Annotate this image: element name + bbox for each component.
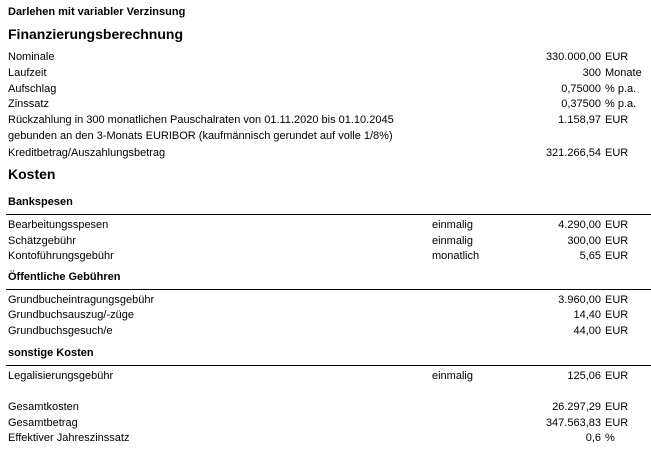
row-value-legalisierungsgebuehr: 125,06 [567, 370, 601, 382]
row-freq-schaetzgebuehr: einmalig [432, 235, 473, 247]
row-label-rueckzahlung: Rückzahlung in 300 monatlichen Pauschalraten von 01.11.2020 bis 01.10.2045 [8, 114, 394, 126]
row-label-grundbuchsgesuch: Grundbuchsgesuch/e [8, 325, 113, 337]
row-value-zinssatz: 0,37500 [561, 98, 601, 110]
row-unit-bearbeitungsspesen: EUR [605, 219, 629, 231]
row-value-effektiver-jahreszinssatz: 0,6 [585, 432, 601, 444]
row-unit-aufschlag: % p.a. [605, 83, 637, 95]
row-value-schaetzgebuehr: 300,00 [567, 235, 601, 247]
row-value-gesamtkosten: 26.297,29 [552, 401, 601, 413]
row-unit-kontofuehrungsgebuehr: EUR [605, 250, 629, 262]
subsection-heading-oeffentliche-gebuehren: Öffentliche Gebühren [8, 271, 121, 283]
row-freq-legalisierungsgebuehr: einmalig [432, 370, 473, 382]
row-label-gesamtkosten: Gesamtkosten [8, 401, 79, 413]
row-label-laufzeit: Laufzeit [8, 67, 47, 79]
row-value-grundbuchsgesuch: 44,00 [573, 325, 601, 337]
row-value-rueckzahlung: 1.158,97 [558, 114, 601, 126]
row-label-kontofuehrungsgebuehr: Kontoführungsgebühr [8, 250, 114, 262]
row-label-gesamtbetrag: Gesamtbetrag [8, 417, 78, 429]
row-label-euribor: gebunden an den 3-Monats EURIBOR (kaufmännisch gerundet auf volle 1/8%) [8, 130, 393, 142]
row-label-zinssatz: Zinssatz [8, 98, 49, 110]
row-value-aufschlag: 0,75000 [561, 83, 601, 95]
divider-sonstige-kosten [6, 365, 651, 366]
row-value-bearbeitungsspesen: 4.290,00 [558, 219, 601, 231]
divider-bankspesen [6, 214, 651, 215]
row-unit-grundbuchsgesuch: EUR [605, 325, 629, 337]
row-label-kreditbetrag: Kreditbetrag/Auszahlungsbetrag [8, 147, 166, 159]
row-value-gesamtbetrag: 347.563,83 [545, 417, 601, 429]
row-unit-gesamtbetrag: EUR [605, 417, 629, 429]
row-unit-nominale: EUR [605, 51, 629, 63]
row-label-nominale: Nominale [8, 51, 55, 63]
row-value-kreditbetrag: 321.266,54 [545, 147, 601, 159]
section-heading-kosten: Kosten [8, 166, 56, 182]
row-unit-rueckzahlung: EUR [605, 114, 629, 126]
row-unit-legalisierungsgebuehr: EUR [605, 370, 629, 382]
row-unit-gesamtkosten: EUR [605, 401, 629, 413]
row-unit-kreditbetrag: EUR [605, 147, 629, 159]
section-heading-finanzierung: Finanzierungsberechnung [8, 26, 184, 42]
row-label-schaetzgebuehr: Schätzgebühr [8, 235, 76, 247]
row-label-bearbeitungsspesen: Bearbeitungsspesen [8, 219, 109, 231]
row-unit-zinssatz: % p.a. [605, 98, 637, 110]
row-value-grundbucheintragungsgebuehr: 3.960,00 [558, 294, 601, 306]
row-unit-laufzeit: Monate [605, 67, 642, 79]
row-label-legalisierungsgebuehr: Legalisierungsgebühr [8, 370, 114, 382]
subsection-heading-bankspesen: Bankspesen [8, 196, 73, 208]
row-unit-grundbuchsauszug: EUR [605, 309, 629, 321]
row-label-effektiver-jahreszinssatz: Effektiver Jahreszinssatz [8, 432, 130, 444]
row-label-aufschlag: Aufschlag [8, 83, 57, 95]
row-unit-grundbucheintragungsgebuehr: EUR [605, 294, 629, 306]
divider-oeffentliche-gebuehren [6, 289, 651, 290]
subsection-heading-sonstige-kosten: sonstige Kosten [8, 347, 94, 359]
row-value-nominale: 330.000,00 [545, 51, 601, 63]
row-freq-kontofuehrungsgebuehr: monatlich [432, 250, 480, 262]
row-unit-effektiver-jahreszinssatz: % [605, 432, 615, 444]
row-value-grundbuchsauszug: 14,40 [573, 309, 601, 321]
row-label-grundbucheintragungsgebuehr: Grundbucheintragungsgebühr [8, 294, 155, 306]
row-unit-schaetzgebuehr: EUR [605, 235, 629, 247]
row-value-laufzeit: 300 [582, 67, 601, 79]
row-value-kontofuehrungsgebuehr: 5,65 [579, 250, 601, 262]
row-label-grundbuchsauszug: Grundbuchsauszug/-züge [8, 309, 134, 321]
row-freq-bearbeitungsspesen: einmalig [432, 219, 473, 231]
document-title: Darlehen mit variabler Verzinsung [8, 6, 186, 18]
